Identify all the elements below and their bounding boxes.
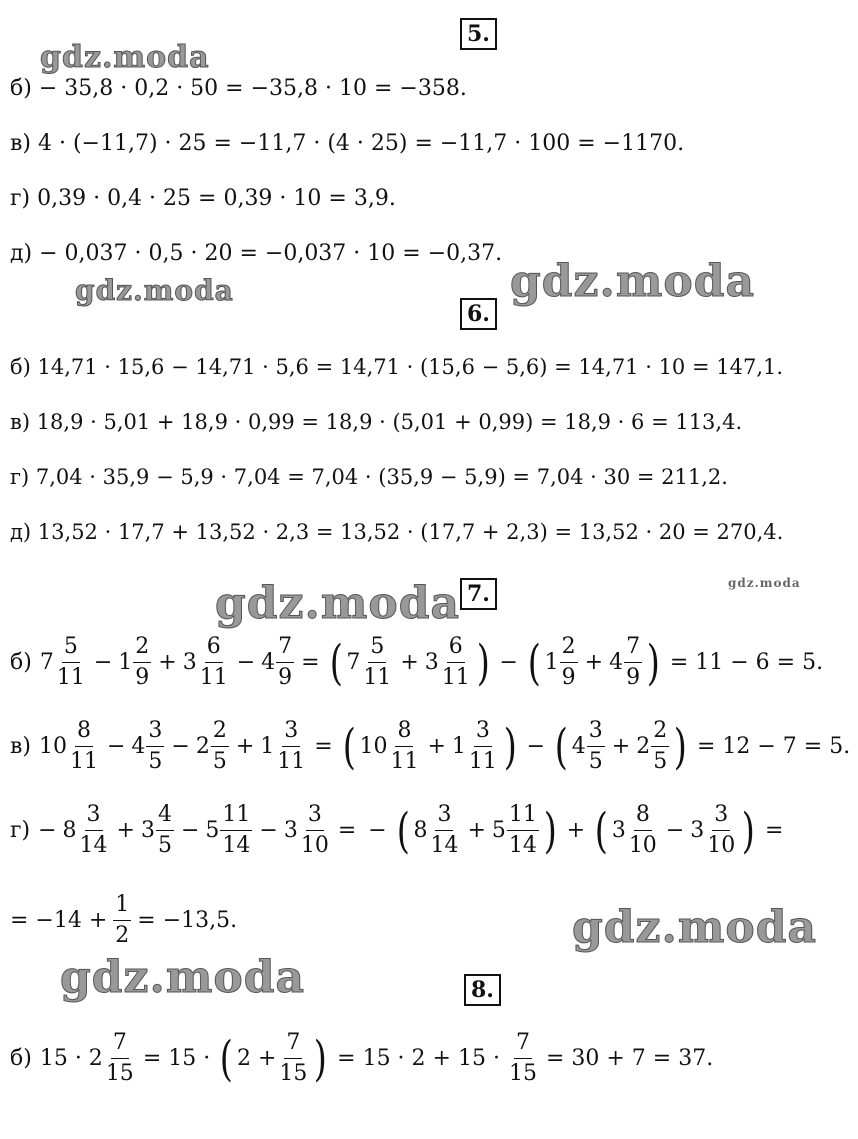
paren-close: ) [476, 634, 490, 691]
den: 10 [707, 833, 736, 858]
task7-line-b [10, 632, 823, 693]
paren-open: ( [329, 634, 343, 691]
fraction [156, 800, 174, 861]
result: = 11 − 6 = 5. [669, 649, 824, 675]
num: 6 [205, 632, 223, 663]
task7-line-g-continued [10, 890, 237, 951]
task-number-6: 6. [460, 298, 497, 330]
paren-close: ) [503, 718, 517, 775]
expr-b: = 15 · [142, 1045, 211, 1071]
fraction [651, 716, 669, 777]
expr-c: 2 + [236, 1045, 277, 1071]
paren-open: ( [554, 718, 568, 775]
den: 5 [653, 749, 668, 774]
whole: 3 [140, 817, 155, 843]
op: − [526, 733, 546, 759]
fraction [705, 800, 737, 861]
result: = 12 − 7 = 5. [696, 733, 851, 759]
op: + [427, 733, 446, 759]
num: 3 [85, 800, 103, 831]
whole: 3 [611, 817, 626, 843]
num: 7 [276, 632, 294, 663]
op: = [337, 817, 357, 843]
op: − [106, 733, 126, 759]
paren-close: ) [646, 634, 661, 691]
num: 8 [634, 800, 652, 831]
op: + [584, 649, 604, 675]
task5-line-g: г) 0,39 · 0,4 · 25 = 0,39 · 10 = 3,9. [10, 186, 396, 211]
whole: 4 [609, 649, 624, 675]
den: 10 [300, 833, 329, 858]
whole: 1 [544, 649, 559, 675]
task8-line-b [10, 1028, 713, 1089]
num: 5 [368, 632, 386, 663]
op: = [314, 733, 333, 759]
fraction [507, 800, 539, 861]
den: 5 [588, 749, 603, 774]
item-letter: б) [10, 649, 32, 675]
den: 11 [69, 749, 98, 774]
whole: 3 [690, 817, 705, 843]
op: + [467, 817, 486, 843]
op: − [38, 817, 57, 843]
fraction [78, 800, 110, 861]
expr-start: = −14 + [10, 907, 108, 933]
den: 9 [135, 665, 150, 690]
num: 2 [211, 716, 229, 747]
fraction [113, 890, 131, 951]
num: 7 [284, 1028, 302, 1059]
whole: 1 [260, 733, 275, 759]
den: 2 [115, 923, 130, 948]
num: 11 [220, 800, 252, 831]
paren-open: ( [396, 802, 410, 859]
num: 2 [651, 716, 669, 747]
paren-open: ( [594, 802, 609, 859]
task6-line-g: г) 7,04 · 35,9 − 5,9 · 7,04 = 7,04 · (35,9 − 5,9) = 7,04 · 30 = 211,2. [10, 465, 728, 489]
item-letter: г) [10, 817, 31, 843]
den: 5 [157, 833, 172, 858]
task6-line-d: д) 13,52 · 17,7 + 13,52 · 2,3 = 13,52 · (17,7 + 2,3) = 13,52 · 20 = 270,4. [10, 520, 784, 544]
op: − [368, 817, 387, 843]
fraction [211, 716, 229, 777]
op: − [93, 649, 113, 675]
num: 7 [624, 632, 642, 663]
fraction [428, 800, 460, 861]
expr-e: = 30 + 7 = 37. [545, 1045, 714, 1071]
whole: 1 [451, 733, 466, 759]
fraction [68, 716, 100, 777]
whole: 10 [359, 733, 388, 759]
op: = [301, 649, 320, 675]
whole: 3 [182, 649, 197, 675]
fraction [146, 716, 164, 777]
paren-close: ) [742, 802, 756, 859]
task6-line-v: в) 18,9 · 5,01 + 18,9 · 0,99 = 18,9 · (5,01 + 0,99) = 18,9 · 6 = 113,4. [10, 410, 743, 434]
whole: 4 [131, 733, 146, 759]
den: 11 [468, 749, 497, 774]
whole: 10 [38, 733, 67, 759]
fraction [388, 716, 420, 777]
paren-open: ( [527, 634, 541, 691]
fraction [627, 800, 659, 861]
item-letter: в) [10, 733, 31, 759]
watermark-logo: gdz.moda [510, 256, 756, 307]
task5-line-v: в) 4 · (−11,7) · 25 = −11,7 · (4 · 25) = −11,7 · 100 = −1170. [10, 131, 685, 156]
den: 14 [508, 833, 537, 858]
paren-open: ( [342, 718, 356, 775]
paren-close: ) [314, 1030, 328, 1087]
paren-open: ( [220, 1030, 234, 1087]
task-number-7: 7. [460, 578, 497, 610]
den: 11 [363, 665, 392, 690]
den: 14 [79, 833, 108, 858]
task-number-5: 5. [460, 18, 497, 50]
op: − [499, 649, 518, 675]
num: 3 [587, 716, 605, 747]
num: 8 [75, 716, 93, 747]
op: + [611, 733, 631, 759]
fraction [55, 632, 87, 693]
den: 15 [508, 1061, 537, 1086]
num: 3 [146, 716, 164, 747]
op: + [235, 733, 255, 759]
num: 5 [62, 632, 80, 663]
den: 14 [430, 833, 459, 858]
whole: 3 [283, 817, 298, 843]
watermark-logo: gdz.moda [572, 902, 818, 953]
fraction [104, 1028, 136, 1089]
fraction [277, 1028, 309, 1089]
op: − [171, 733, 190, 759]
den: 14 [222, 833, 251, 858]
op: = [764, 817, 784, 843]
den: 11 [199, 665, 228, 690]
den: 5 [212, 749, 227, 774]
paren-close: ) [543, 802, 557, 859]
whole: 2 [636, 733, 651, 759]
den: 11 [441, 665, 470, 690]
op: + [158, 649, 177, 675]
num: 7 [111, 1028, 129, 1059]
watermark-logo: gdz.moda [40, 40, 210, 75]
whole: 7 [346, 649, 361, 675]
den: 15 [105, 1061, 134, 1086]
watermark-logo: gdz.moda [75, 274, 234, 307]
watermark-logo: gdz.moda [215, 578, 461, 629]
den: 9 [561, 665, 576, 690]
num: 11 [507, 800, 539, 831]
watermark-logo: gdz.moda [60, 952, 306, 1003]
den: 11 [390, 749, 419, 774]
den: 10 [628, 833, 657, 858]
fraction [467, 716, 499, 777]
num: 2 [560, 632, 578, 663]
fraction [275, 716, 307, 777]
num: 1 [113, 890, 131, 921]
op: + [566, 817, 586, 843]
whole: 4 [571, 733, 586, 759]
whole: 1 [118, 649, 133, 675]
whole: 3 [424, 649, 439, 675]
num: 3 [474, 716, 492, 747]
den: 11 [56, 665, 85, 690]
num: 7 [514, 1028, 532, 1059]
fraction [440, 632, 472, 693]
num: 3 [282, 716, 300, 747]
fraction [507, 1028, 539, 1089]
whole: 8 [62, 817, 77, 843]
num: 4 [156, 800, 174, 831]
fraction [624, 632, 642, 693]
task5-line-b: б) − 35,8 · 0,2 · 50 = −35,8 · 10 = −358. [10, 76, 467, 101]
den: 15 [279, 1061, 308, 1086]
task6-line-b: б) 14,71 · 15,6 − 14,71 · 5,6 = 14,71 · (15,6 − 5,6) = 14,71 · 10 = 147,1. [10, 355, 784, 379]
op: − [180, 817, 200, 843]
fraction [220, 800, 252, 861]
whole: 8 [413, 817, 428, 843]
den: 11 [277, 749, 306, 774]
op: − [236, 649, 256, 675]
fraction [276, 632, 294, 693]
num: 2 [133, 632, 151, 663]
whole: 5 [491, 817, 506, 843]
task5-line-d: д) − 0,037 · 0,5 · 20 = −0,037 · 10 = −0,37. [10, 241, 503, 266]
num: 3 [306, 800, 324, 831]
whole: 2 [195, 733, 210, 759]
den: 9 [626, 665, 641, 690]
op: + [400, 649, 419, 675]
fraction [299, 800, 331, 861]
item-letter: б) [10, 1045, 32, 1071]
whole: 5 [205, 817, 220, 843]
num: 3 [435, 800, 453, 831]
expr-a: 15 · 2 [39, 1045, 103, 1071]
num: 3 [712, 800, 730, 831]
fraction [198, 632, 230, 693]
op: − [259, 817, 278, 843]
op: − [665, 817, 685, 843]
den: 9 [278, 665, 293, 690]
whole: 4 [261, 649, 276, 675]
num: 6 [447, 632, 465, 663]
task7-line-v [10, 716, 850, 777]
paren-close: ) [674, 718, 688, 775]
task7-line-g [10, 800, 789, 861]
expr-d: = 15 · 2 + 15 · [337, 1045, 500, 1071]
op: + [116, 817, 135, 843]
fraction [587, 716, 605, 777]
num: 8 [395, 716, 413, 747]
fraction [361, 632, 393, 693]
expr-end: = −13,5. [137, 907, 238, 933]
fraction [560, 632, 578, 693]
task-number-8: 8. [464, 974, 501, 1006]
den: 5 [148, 749, 163, 774]
watermark-logo: gdz.moda [728, 576, 801, 590]
whole: 7 [39, 649, 54, 675]
fraction [133, 632, 151, 693]
